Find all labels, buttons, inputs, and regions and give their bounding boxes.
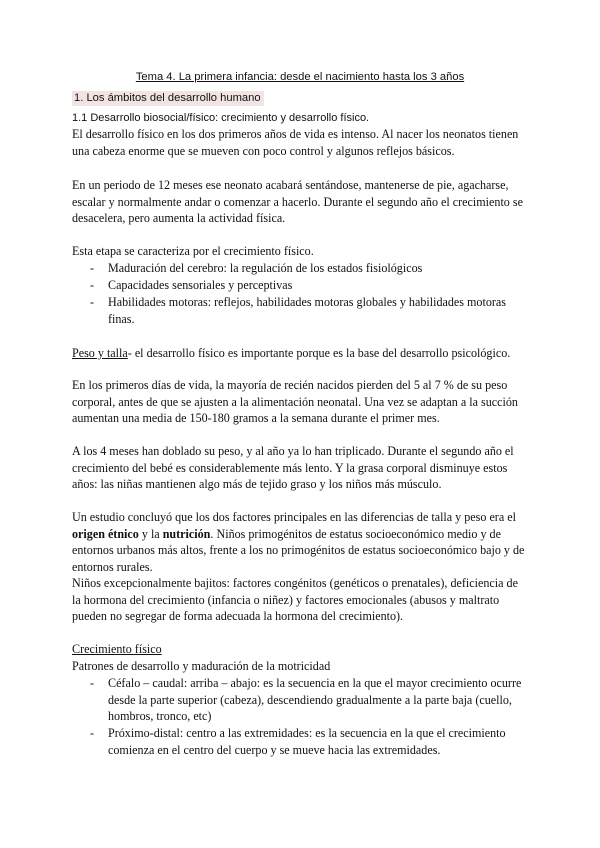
section-heading-crecimiento: Crecimiento físico [72,642,162,656]
paragraph-1: El desarrollo físico en los dos primeros años de vida es intenso. Al nacer los neonatos tienen una cabeza enorme que se mueven con poco control y algunos reflejos básicos. [72,127,519,158]
section-heading-1: 1. Los ámbitos del desarrollo humano [72,91,264,106]
page-title: Tema 4. La primera infancia: desde el nacimiento hasta los 3 años [135,71,465,83]
paragraph-3: Esta etapa se caracteriza por el crecimiento físico. [72,244,314,258]
paragraph-8: Patrones de desarrollo y maduración de la motricidad [72,659,331,673]
list-item: - Maduración del cerebro: la regulación de los estados fisiológicos [90,261,423,275]
list-item: - Capacidades sensoriales y perceptivas [90,278,293,292]
paragraph-7: Un estudio concluyó que los dos factores principales en las diferencias de talla y peso era el origen étnico y la nutrición. Niños primogénitos de estatus socioeconómico medio y de entornos urbanos más altos, frente a los no primogénitos de estatus socioeconómico bajo y de entornos rurales. Niños excepcionalmente bajitos: factores congénitos (genéticos o prenatales), deficiencia de la hormona del crecimiento (infancia o niñez) y factores emocionales (abusos y maltrato pueden no segregar de forma adecuada la hormona del crecimiento). [72,510,525,623]
term-peso-y-talla: Peso y talla [72,346,128,360]
list-item: - Habilidades motoras: reflejos, habilidades motoras globales y habilidades motoras finas. [90,295,506,326]
list-item: - Próximo-distal: centro a las extremidades: es la secuencia en la que el crecimiento comienza en el centro del cuerpo y se mueve hacia las extremidades. [90,726,506,757]
subsection-heading-1-1: 1.1 Desarrollo biosocial/físico: crecimiento y desarrollo físico. [72,112,370,124]
list-item: - Céfalo – caudal: arriba – abajo: es la secuencia en la que el mayor crecimiento ocurre desde la parte superior (cabeza), descendiendo gradualmente a la parte baja (cuello, hombros, tronco, etc) [90,676,522,723]
paragraph-6: A los 4 meses han doblado su peso, y al año ya lo han triplicado. Durante el segundo año el crecimiento del bebé es considerablemente más lento. Y la grasa corporal disminuye estos años: las niñas mantienen algo más de tejido graso y los niños más músculo. [72,444,514,491]
paragraph-2: En un periodo de 12 meses ese neonato acabará sentándose, mantenerse de pie, agacharse, escalar y normalmente andar o comenzar a hacerlo. Durante el segundo año el crecimiento se desacelera, pero aumenta la actividad física. [72,178,523,225]
paragraph-4: Peso y talla- el desarrollo físico es importante porque es la base del desarrollo psicológico. [72,346,511,360]
paragraph-5: En los primeros días de vida, la mayoría de recién nacidos pierden del 5 al 7 % de su peso corporal, antes de que se ajusten a la alimentación neonatal. Una vez se adaptan a la succión aumentan una media de 150-180 gramos a la semana durante el primer mes. [72,378,518,425]
